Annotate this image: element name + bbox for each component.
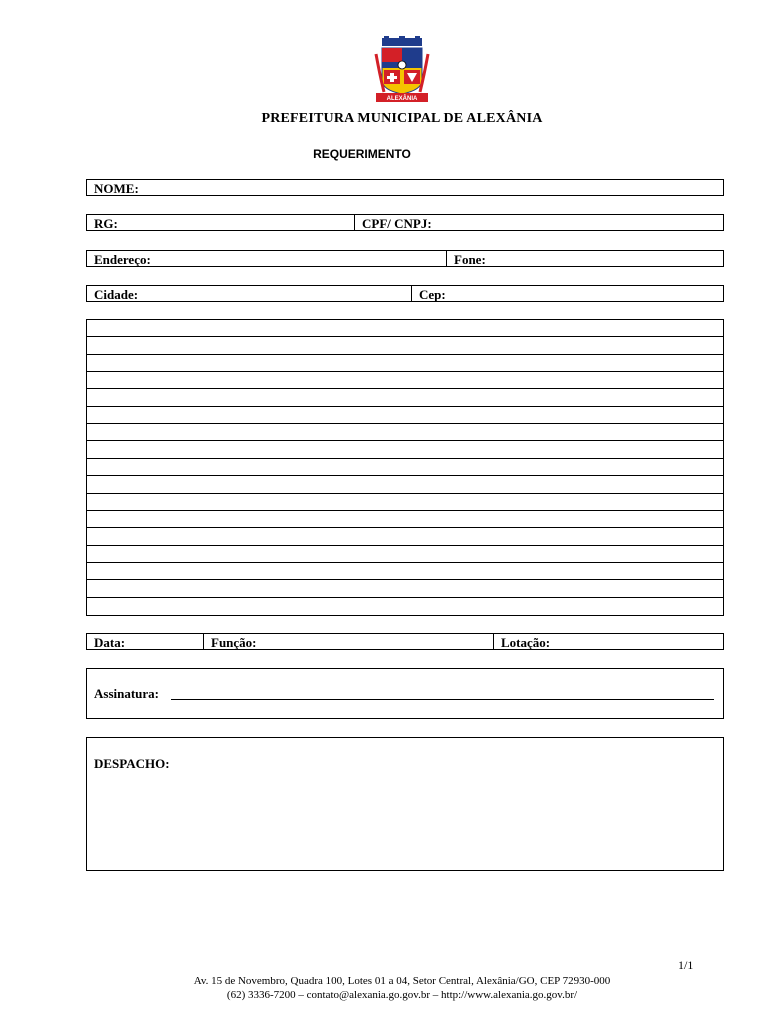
- cpf-cnpj-label: CPF/ CNPJ:: [362, 216, 432, 231]
- rg-label: RG:: [94, 216, 118, 231]
- cidade-label: Cidade:: [94, 287, 139, 302]
- footer-address: [0, 974, 768, 1002]
- data-funcao-lotacao-row: [86, 633, 724, 650]
- fone-field[interactable]: [446, 251, 723, 266]
- text-line: [87, 371, 723, 372]
- data-label: Data:: [94, 635, 126, 650]
- text-line: [87, 579, 723, 580]
- text-line: [87, 475, 723, 476]
- funcao-field[interactable]: [203, 634, 493, 649]
- municipal-coat-of-arms-logo: [374, 36, 430, 104]
- cep-field[interactable]: [411, 286, 723, 301]
- text-line: [87, 545, 723, 546]
- text-line: [87, 597, 723, 598]
- request-text-area[interactable]: [86, 319, 724, 616]
- data-field[interactable]: [87, 634, 203, 649]
- signature-box: [86, 668, 724, 719]
- nome-row: [86, 179, 724, 196]
- page-number: 1/1: [678, 958, 694, 972]
- rg-cpf-row: [86, 214, 724, 231]
- document-subtitle: REQUERIMENTO: [313, 147, 411, 161]
- despacho-label: DESPACHO:: [94, 756, 170, 771]
- rg-field[interactable]: [87, 215, 354, 230]
- text-line: [87, 458, 723, 459]
- text-line: [87, 527, 723, 528]
- text-line: [87, 354, 723, 355]
- despacho-box[interactable]: [86, 737, 724, 871]
- footer-contact-line: (62) 3336-7200 – contato@alexania.go.gov.br – http://www.alexania.go.gov.br/: [226, 989, 578, 1001]
- nome-label: NOME:: [94, 181, 139, 196]
- nome-field[interactable]: [87, 180, 723, 195]
- logo-banner-text: ALEXÂNIA: [386, 96, 418, 102]
- text-line: [87, 510, 723, 511]
- cpf-cnpj-field[interactable]: [354, 215, 723, 230]
- cidade-cep-row: [86, 285, 724, 302]
- text-line: [87, 440, 723, 441]
- text-line: [87, 423, 723, 424]
- endereco-label: Endereço:: [94, 252, 151, 267]
- signature-line[interactable]: [171, 699, 714, 700]
- text-line: [87, 493, 723, 494]
- endereco-fone-row: [86, 250, 724, 267]
- lotacao-label: Lotação:: [501, 635, 551, 650]
- signature-label: Assinatura:: [94, 686, 160, 701]
- endereco-field[interactable]: [87, 251, 446, 266]
- text-line: [87, 336, 723, 337]
- text-line: [87, 562, 723, 563]
- footer-address-line: Av. 15 de Novembro, Quadra 100, Lotes 01 a 04, Setor Central, Alexânia/GO, CEP 72930-000: [193, 975, 611, 987]
- page-title: PREFEITURA MUNICIPAL DE ALEXÂNIA: [261, 111, 543, 126]
- cidade-field[interactable]: [87, 286, 411, 301]
- text-line: [87, 406, 723, 407]
- text-line: [87, 388, 723, 389]
- cep-label: Cep:: [419, 287, 446, 302]
- funcao-label: Função:: [211, 635, 257, 650]
- fone-label: Fone:: [454, 252, 486, 267]
- lotacao-field[interactable]: [493, 634, 723, 649]
